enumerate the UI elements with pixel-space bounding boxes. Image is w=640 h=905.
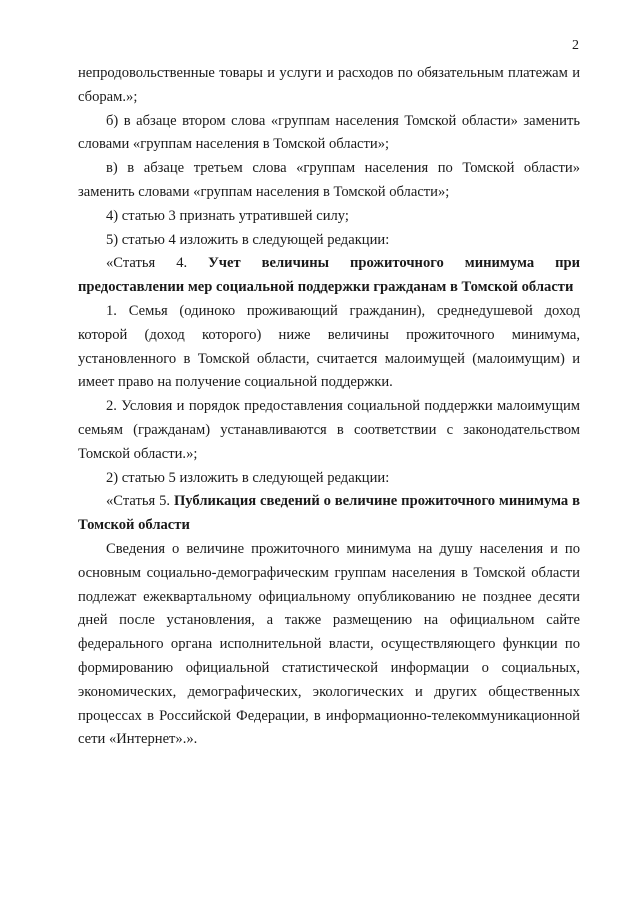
document-body: [78, 62, 580, 752]
paragraph-continuation: непродовольственные товары и услуги и расходов по обязательным платежам и сборам.»;: [78, 65, 580, 105]
article5-prefix: «Статья 5.: [106, 493, 174, 510]
paragraph-amendment-v: в) в абзаце третьем слова «группам населения по Томской области» заменить словами «группам населения в Томской области»;: [78, 160, 580, 200]
paragraph-article5-intro: 2) статью 5 изложить в следующей редакции:: [106, 469, 390, 486]
paragraph-article3-repeal: 4) статью 3 признать утратившей силу;: [106, 207, 349, 224]
article4-heading: [78, 252, 580, 300]
article4-prefix: «Статья 4.: [106, 255, 209, 272]
page-number: 2: [572, 38, 579, 53]
paragraph-amendment-b: б) в абзаце втором слова «группам населения Томской области» заменить словами «группам населения в Томской области»;: [78, 112, 580, 153]
article5-body: Сведения о величине прожиточного минимума на душу населения и по основным социально-демографическим группам населения в Томской области подлежат ежеквартальному официальному опубликованию не позднее десяти дней после установления, а также размещению на официальном сайте федерального органа исполнительной власти, осуществляющего функции по формированию официальной статистической информации о социальных, экономических, демографических, экологических и других общественных процессах в Российской Федерации, в информационно-телекоммуникационной сети «Интернет».».: [78, 540, 580, 748]
article5-title: Публикация сведений о величине прожиточного минимума в Томской области: [78, 493, 580, 534]
article4-clause-1: 1. Семья (одиноко проживающий гражданин), среднедушевой доход которой (доход которого) ниже величины прожиточного минимума, установленного в Томской области, считается малоимущей (малоимущим) и имеет право на получение социальной поддержки.: [78, 302, 580, 391]
paragraph-article4-intro: 5) статью 4 изложить в следующей редакции:: [106, 231, 390, 248]
article5-heading: [78, 490, 580, 538]
article4-clause-2: 2. Условия и порядок предоставления социальной поддержки малоимущим семьям (гражданам) устанавливаются в соответствии с законодательством Томской области.»;: [78, 398, 580, 462]
article4-title: Учет величины прожиточного минимума при предоставлении мер социальной поддержки гражданам в Томской области: [78, 255, 581, 296]
